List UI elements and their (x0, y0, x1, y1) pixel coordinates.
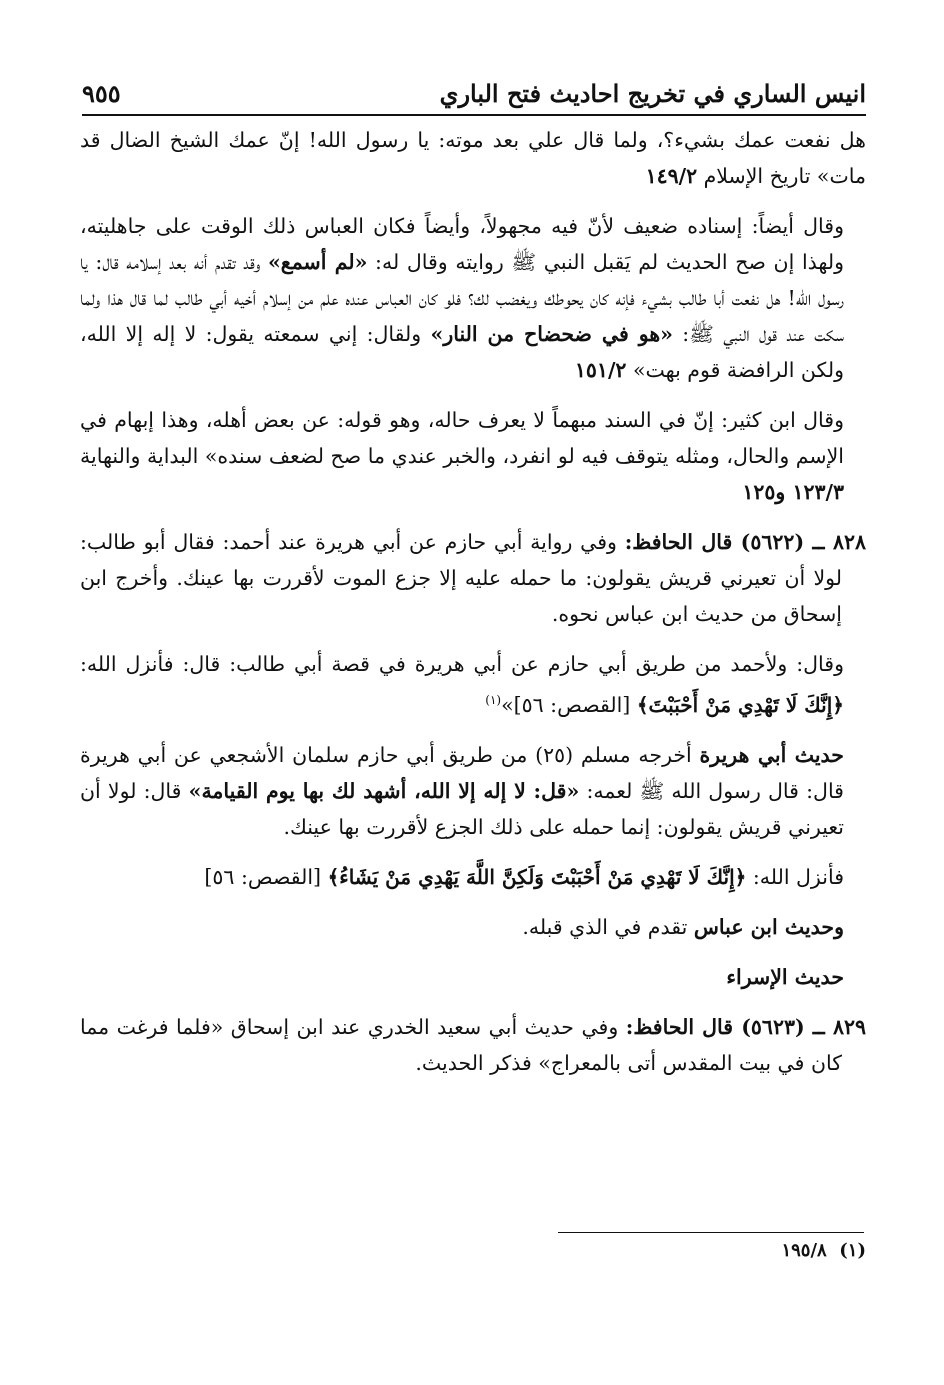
entry-heading: ٨٢٨ ــ (٥٦٢٢) قال الحافظ: (624, 530, 866, 554)
citation: ١٥١/٢ (574, 358, 627, 382)
page-header (82, 62, 866, 116)
quran-verse: ﴿إِنَّكَ لَا تَهْدِي مَنْ أَحْبَبْتَ وَلَكِنَّ اللَّهَ يَهْدِي مَنْ يَشَاءُ﴾ (327, 864, 747, 889)
section-lead: حديث أبي هريرة (699, 742, 844, 767)
footnote-text: ١٩٥/٨ (781, 1240, 827, 1261)
paragraph-abu-hurayra: حديث أبي هريرة أخرجه مسلم (٢٥) من طريق أبي حازم سلمان الأشجعي عن أبي هريرة قال: قال رسول الله ﷺ لعمه: «قل: لا إله إلا الله، أشهد لك بها يوم القيامة» قال: لولا أن تعيرني قريش يقولون: إنما حمله على ذلك الجزع لأقررت بها عينك. (80, 742, 844, 839)
section-lead: وحديث ابن عباس (693, 914, 844, 939)
paragraph-verse: فأنزل الله: ﴿إِنَّكَ لَا تَهْدِي مَنْ أَحْبَبْتَ وَلَكِنَّ اللَّهَ يَهْدِي مَنْ يَشَاءُ﴾ [القصص: ٥٦] (204, 864, 844, 889)
hadith-quote: «قل: لا إله إلا الله، أشهد لك بها يوم القيامة» (188, 778, 580, 803)
paragraph-continuation: هل نفعت عمك بشيء؟، ولما قال علي بعد موته: يا رسول الله! إنّ عمك الشيخ الضال قد مات» تاريخ الإسلام ١٤٩/٢ (80, 128, 866, 188)
entry-heading: ٨٢٩ ــ (٥٦٢٣) قال الحافظ: (625, 1014, 866, 1039)
hadith-quote: «هو في ضحضاح من النار» (430, 322, 673, 346)
footnote (781, 1240, 866, 1261)
entry-828: ٨٢٨ ــ (٥٦٢٢) قال الحافظ: وفي رواية أبي حازم عن أبي هريرة عند أحمد: فقال أبو طالب: لولا أن تعيرني قريش يقولون: ما حمله عليه إلا جزع الموت لأقررت بها عينك. وأخرج ابن إسحاق من حديث ابن عباس نحوه. (80, 530, 866, 626)
entry-829: ٨٢٩ ــ (٥٦٢٣) قال الحافظ: وفي حديث أبي سعيد الخدري عند ابن إسحاق «فلما فرغت مما كان في بيت المقدس أتى بالمعراج» فذكر الحديث. (80, 1014, 866, 1075)
citation: ١٤٩/٢ (645, 164, 698, 188)
citation: ١٢٣/٣ و١٢٥ (742, 480, 844, 504)
page-number: ٩٥٥ (82, 79, 121, 108)
paragraph-ibn-kathir: وقال ابن كثير: إنّ في السند مبهماً لا يعرف حاله، وهو قوله: عن بعض أهله، وهذا إبهام في الإسم والحال، ومثله يتوقف فيه لو انفرد، والخبر عندي ما صح لضعف سنده» البداية والنهاية ١٢٣/٣ و١٢٥ (80, 408, 844, 504)
section-heading: حديث الإسراء (726, 964, 844, 989)
page-body (80, 122, 866, 1095)
running-title: انيس الساري في تخريج احاديث فتح الباري (439, 79, 866, 108)
footnote-number: (١) (839, 1240, 866, 1261)
paragraph-ahmad: وقال: ولأحمد من طريق أبي حازم عن أبي هريرة في قصة أبي طالب: قال: فأنزل الله: ﴿إِنَّكَ لَا تَهْدِي مَنْ أَحْبَبْتَ﴾ [القصص: ٥٦]»$^{(١)}$ (80, 652, 844, 717)
quran-verse: ﴿إِنَّكَ لَا تَهْدِي مَنْ أَحْبَبْتَ﴾ (636, 692, 844, 717)
footnote-marker: (١) (485, 693, 502, 707)
section-heading-isra (80, 959, 866, 995)
paragraph-dhahabi: وقال أيضاً: إسناده ضعيف لأنّ فيه مجهولاً، وأيضاً فكان العباس ذلك الوقت على جاهليته، ولهذا إن صح الحديث لم يَقبل النبي ﷺ روايته وقال له: «لم أسمع» وقد تقدم أنه بعد إسلامه قال: يا رسول الله! هل نفعت أبا طالب بشيء فإنه كان يحوطك ويغضب لك؟ فلو كان العباس عنده علم من إسلام أخيه أبي طالب لما قال هذا ولما سكت عند قول النبي ﷺ: «هو في ضحضاح من النار» ولقال: إني سمعته يقول: لا إله إلا الله، ولكن الرافضة قوم بهت» ١٥١/٢ (80, 214, 844, 382)
hadith-quote: «لم أسمع» (267, 250, 368, 274)
footnote-separator (558, 1232, 864, 1233)
paragraph-ibn-abbas: وحديث ابن عباس تقدم في الذي قبله. (522, 914, 844, 939)
